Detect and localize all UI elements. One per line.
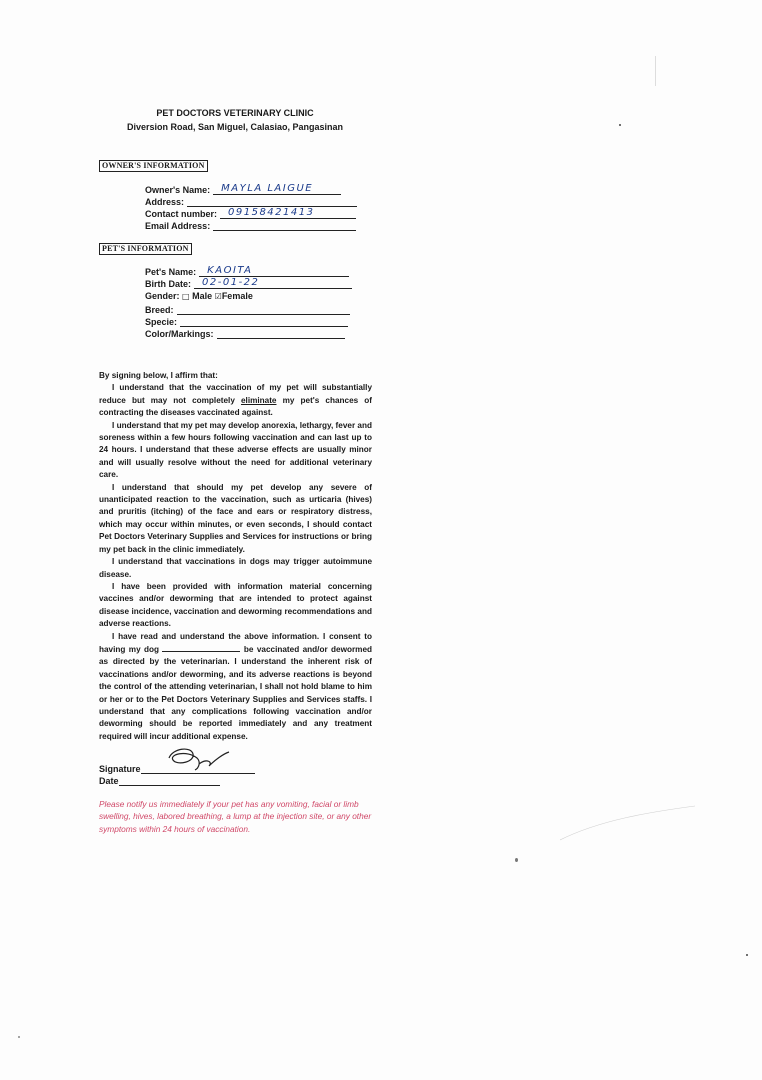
- contact-number-value: 09158421413: [228, 207, 315, 218]
- birth-date-field[interactable]: [145, 277, 352, 289]
- consent-paragraph-3: I understand that should my pet develop any severe of unanticipated reaction to the vaccination, such as urticaria (hives) and pruritis (itching) of the face and ears or respiratory distress, which may occur within minutes, or even seconds, I should contact Pet Doctors Veterinary Supplies and Services for instructions or bring my pet back in the clinic immediately.: [99, 482, 372, 554]
- gender-field[interactable]: [145, 291, 253, 301]
- owner-section-heading: OWNER'S INFORMATION: [99, 160, 208, 172]
- contact-number-label: Contact number:: [145, 209, 217, 219]
- male-checkbox[interactable]: □: [182, 292, 190, 301]
- gender-label: Gender:: [145, 291, 180, 301]
- female-checkbox[interactable]: ☑: [214, 292, 222, 301]
- birth-date-label: Birth Date:: [145, 279, 192, 289]
- color-markings-field[interactable]: [145, 327, 345, 339]
- post-vaccination-notice: Please notify us immediately if your pet has any vomiting, facial or limb swelling, hives, labored breathing, a lump at the injection site, or any other symptoms within 24 hours of vaccination.: [99, 799, 372, 834]
- scan-speck: [515, 858, 518, 862]
- contact-number-field[interactable]: [145, 207, 356, 219]
- male-label: Male: [192, 291, 213, 301]
- stray-mark: [655, 56, 656, 86]
- date-field[interactable]: [99, 774, 220, 786]
- consent-paragraph-1: I understand that the vaccination of my pet will substantially reduce but may not completely eliminate my pet's chances of contracting the diseases vaccinated against.: [99, 383, 373, 418]
- handwritten-signature: [163, 744, 233, 774]
- specie-label: Specie:: [145, 317, 178, 327]
- specie-field[interactable]: [145, 315, 348, 327]
- clinic-address: Diversion Road, San Miguel, Calasiao, Pangasinan: [126, 122, 344, 132]
- eliminate-underlined: eliminate: [240, 395, 277, 405]
- consent-intro: By signing below, I affirm that:: [99, 371, 218, 380]
- consent-paragraph-6: I have read and understand the above information. I consent to having my dog be vaccinated and/or dewormed as directed by the veterinarian. I understand the inherent risk of vaccinations and/or deworming, and its adverse reactions is beyond the control of the attending veterinarian, I shall not hold blame to him or her or to the Pet Doctors Veterinary Supplies and Services staffs. I understand that any complications following vaccination and/or deworming should be reported immediately and any treatment required will incur additional expense.: [99, 631, 372, 741]
- owner-name-label: Owner's Name:: [145, 185, 211, 195]
- pet-name-value: KAOITA: [207, 265, 253, 276]
- pet-name-field[interactable]: [145, 265, 349, 277]
- breed-field[interactable]: [145, 303, 350, 315]
- signature-field[interactable]: [99, 762, 255, 774]
- dog-name-blank[interactable]: [162, 643, 240, 652]
- consent-paragraph-4: I understand that vaccinations in dogs may trigger autoimmune disease.: [99, 557, 372, 579]
- address-field[interactable]: [145, 195, 357, 207]
- color-markings-label: Color/Markings:: [145, 329, 214, 339]
- scan-speck: [619, 124, 621, 126]
- scan-speck: [746, 954, 748, 956]
- stray-mark: [560, 800, 700, 850]
- owner-name-field[interactable]: [145, 183, 341, 195]
- signature-label: Signature: [99, 764, 141, 774]
- pet-name-label: Pet's Name:: [145, 267, 197, 277]
- breed-label: Breed:: [145, 305, 174, 315]
- owner-name-value: MAYLA LAIGUE: [221, 183, 314, 194]
- consent-paragraph-5: I have been provided with information material concerning vaccines and/or deworming that are intended to protect against disease incidence, vaccination and deworming recommendations and adverse reactions.: [99, 581, 372, 629]
- consent-paragraph-2: I understand that my pet may develop anorexia, lethargy, fever and soreness within a few hours following vaccination and can last up to 24 hours. I understand that these adverse effects are usually minor and will usually resolve without the need for additional veterinary care.: [99, 420, 372, 480]
- consent-text: [99, 370, 372, 743]
- address-label: Address:: [145, 197, 185, 207]
- date-label: Date: [99, 776, 119, 786]
- birth-date-value: 02-01-22: [202, 277, 260, 288]
- email-label: Email Address:: [145, 221, 211, 231]
- scan-speck: [18, 1036, 20, 1038]
- pet-section-heading: PET'S INFORMATION: [99, 243, 192, 255]
- female-label: Female: [221, 291, 253, 301]
- email-field[interactable]: [145, 219, 356, 231]
- clinic-name: PET DOCTORS VETERINARY CLINIC: [156, 108, 314, 118]
